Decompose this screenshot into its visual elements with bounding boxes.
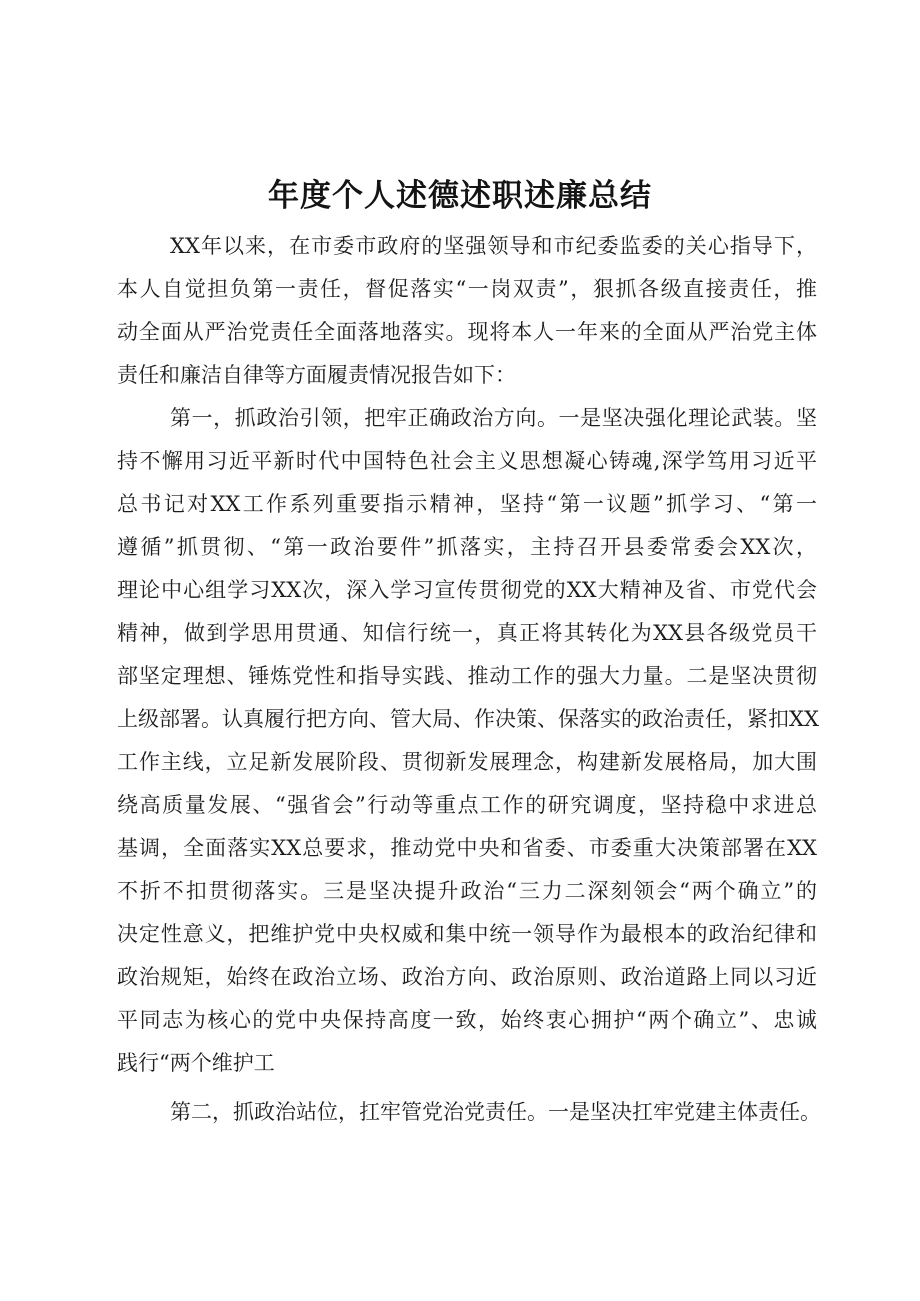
paragraph-line: 动全面从严治党责任全面落地落实。现将本人一年来的全面从严治党主体 [117,320,817,344]
paragraph-line: 政治规矩，始终在政治立场、政治方向、政治原则、政治道路上同以习近 [117,965,817,989]
paragraph-line: XX年以来，在市委市政府的坚强领导和市纪委监委的关心指导下， [170,234,817,258]
paragraph-line: 精神，做到学思用贯通、知信行统一，真正将其转化为XX县各级党员干 [117,621,817,645]
document-title: 年度个人述德述职述廉总结 [268,178,652,214]
paragraph-line: 持不懈用习近平新时代中国特色社会主义思想凝心铸魂,深学笃用习近平 [117,449,817,473]
paragraph-line: 践行“两个维护工 [117,1051,275,1075]
paragraph-line: 不折不扣贯彻落实。三是坚决提升政治“三力二深刻领会“两个确立”的 [117,879,817,903]
paragraph-line: 工作主线，立足新发展阶段、贯彻新发展理念，构建新发展格局，加大围 [117,750,817,774]
paragraph-line: 部坚定理想、锤炼党性和指导实践、推动工作的强大力量。二是坚决贯彻 [117,664,817,688]
paragraph-line: 决定性意义，把维护党中央权威和集中统一领导作为最根本的政治纪律和 [117,922,817,946]
paragraph-line: 平同志为核心的党中央保持高度一致，始终衷心拥护“两个确立”、忠诚 [117,1008,817,1032]
paragraph-line: 总书记对XX工作系列重要指示精神，坚持“第一议题”抓学习、“第一 [117,492,817,516]
paragraph-line: 本人自觉担负第一责任，督促落实“一岗双责”，狠抓各级直接责任，推 [117,277,817,301]
paragraph-line: 上级部署。认真履行把方向、管大局、作决策、保落实的政治责任，紧扣XX [117,707,819,731]
paragraph-line: 理论中心组学习XX次，深入学习宣传贯彻党的XX大精神及省、市党代会 [117,578,817,602]
paragraph-line: 第二，抓政治站位，扛牢管党治党责任。一是坚决扛牢党建主体责任。 [170,1100,821,1124]
paragraph-line: 基调，全面落实XX总要求，推动党中央和省委、市委重大决策部署在XX [117,836,817,860]
paragraph-line: 遵循”抓贯彻、“第一政治要件”抓落实，主持召开县委常委会XX次， [117,535,817,559]
paragraph-line: 第一，抓政治引领，把牢正确政治方向。一是坚决强化理论武装。坚 [170,406,817,430]
paragraph-line: 绕高质量发展、“强省会”行动等重点工作的研究调度，坚持稳中求进总 [117,793,817,817]
paragraph-line: 责任和廉洁自律等方面履责情况报告如下： [117,363,516,387]
